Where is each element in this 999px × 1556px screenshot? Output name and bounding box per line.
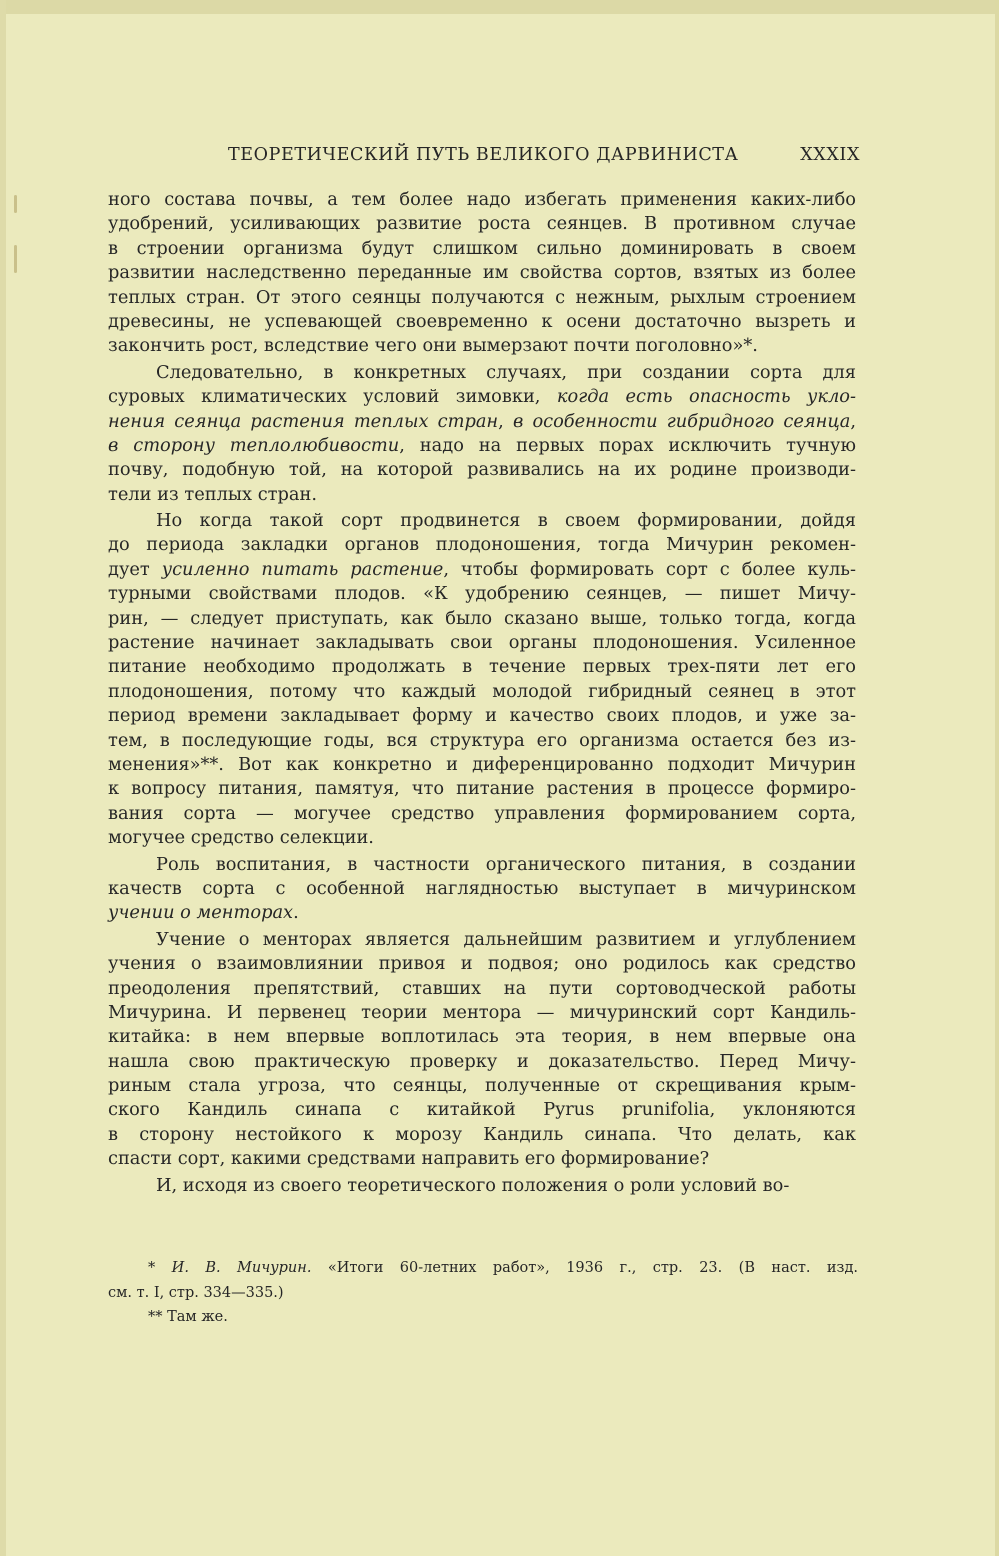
text-segment: преодоления препятствий, ставших на пути сортоводческой работы <box>108 977 856 999</box>
footnote-1-source: «Итоги 60-летних работ», 1936 г., стр. 23. (В наст. изд. <box>311 1260 858 1276</box>
text-line <box>108 1025 856 1049</box>
text-segment: ского Кандиль синапа с китайкой Pyrus prunifolia, уклоняются <box>108 1099 856 1121</box>
text-segment: удобрений, усиливающих развитие роста сеянцев. В противном случае <box>108 213 856 235</box>
text-segment: могучее средство селекции. <box>108 827 374 849</box>
text-line <box>108 509 856 533</box>
text-segment: суровых климатических условий зимовки, <box>108 386 557 408</box>
text-line <box>108 310 856 334</box>
text-line <box>108 434 856 458</box>
text-segment: до периода закладки органов плодоношения, тогда Мичурин рекомен- <box>108 534 856 556</box>
text-segment: , <box>498 410 513 432</box>
text-line <box>108 582 856 606</box>
text-segment: , чтобы формировать сорт с более куль- <box>443 558 856 580</box>
main-text <box>108 188 856 1198</box>
text-segment: теплых стран. От этого сеянцы получаются с нежным, рыхлым строением <box>108 286 856 308</box>
text-segment: спасти сорт, какими средствами направить его формирование? <box>108 1148 710 1170</box>
page-number: XXXIX <box>800 145 860 165</box>
text-segment: учения о взаимовлиянии привоя и подвоя; оно родилось как средство <box>108 953 856 975</box>
text-segment: в строении организма будут слишком сильно доминировать в своем <box>108 237 856 259</box>
running-title: ТЕОРЕТИЧЕСКИЙ ПУТЬ ВЕЛИКОГО ДАРВИНИСТА <box>228 145 739 165</box>
text-line <box>108 853 856 877</box>
text-segment: период времени закладывает форму и качество своих плодов, и уже за- <box>108 705 856 727</box>
text-segment: риным стала угроза, что сеянцы, полученные от скрещивания крым- <box>108 1075 856 1097</box>
italic-segment: в особенности гибридного сеянца <box>512 410 851 432</box>
text-segment: растение начинает закладывать свои органы плодоношения. Усиленное <box>108 632 856 654</box>
text-line <box>108 802 856 826</box>
text-line <box>108 928 856 952</box>
text-line <box>108 655 856 679</box>
text-segment: тем, в последующие годы, вся структура его организма остается без из- <box>108 729 856 751</box>
text-segment: древесины, не успевающей своевременно к осени достаточно вызреть и <box>108 310 856 332</box>
text-segment: развитии наследственно переданные им свойства сортов, взятых из более <box>108 262 856 284</box>
text-line <box>108 729 856 753</box>
footnote-2 <box>108 1305 858 1330</box>
text-segment: закончить рост, вследствие чего они вымерзают почти поголовно»*. <box>108 335 758 357</box>
text-line <box>108 1074 856 1098</box>
text-segment: турными свойствами плодов. «К удобрению сеянцев, — пишет Мичу- <box>108 583 856 605</box>
binding-mark <box>14 245 17 273</box>
footnote-1-continuation: см. т. I, стр. 334—335.) <box>108 1284 284 1301</box>
text-segment: питание необходимо продолжать в течение первых трех-пяти лет его <box>108 656 856 678</box>
text-line <box>108 1174 856 1198</box>
binding-mark <box>14 195 17 213</box>
text-line <box>108 1098 856 1122</box>
text-line <box>108 1001 856 1025</box>
text-segment: , <box>850 410 856 432</box>
text-line <box>108 607 856 631</box>
page-right-edge <box>995 0 999 1556</box>
text-line <box>108 1123 856 1147</box>
footnote-1-mark: * <box>148 1260 156 1276</box>
text-line <box>108 483 856 507</box>
text-line <box>108 952 856 976</box>
text-segment: вания сорта — могучее средство управления формированием сорта, <box>108 802 856 824</box>
text-line <box>108 1050 856 1074</box>
page-left-edge <box>0 0 6 1556</box>
text-segment: менения»**. Вот как конкретно и диференцированно подходит Мичурин <box>108 753 856 775</box>
text-segment: тели из теплых стран. <box>108 483 317 505</box>
text-line <box>108 361 856 385</box>
text-segment: И, исходя из своего теоретического положения о роли условий во- <box>156 1174 790 1196</box>
footnote-1-author: И. В. Мичурин. <box>171 1260 312 1276</box>
footnote-2-text: Там же. <box>162 1309 228 1325</box>
text-segment: , надо на первых порах исключить тучную <box>399 434 857 456</box>
text-segment: Но когда такой сорт продвинется в своем формировании, дойдя <box>156 510 856 532</box>
italic-segment: когда есть опасность укло- <box>556 386 856 408</box>
footnotes <box>108 1256 858 1330</box>
text-segment: . <box>293 902 299 924</box>
text-segment: Следовательно, в конкретных случаях, при создании сорта для <box>156 361 856 383</box>
running-header <box>228 145 860 165</box>
text-line <box>108 631 856 655</box>
text-segment: Мичурина. И первенец теории ментора — мичуринский сорт Кандиль- <box>108 1001 856 1023</box>
text-line <box>108 188 856 212</box>
footnote-1 <box>108 1256 858 1281</box>
italic-segment: в сторону теплолюбивости <box>108 434 400 456</box>
text-line <box>108 212 856 236</box>
text-line <box>108 237 856 261</box>
text-line <box>108 1147 856 1171</box>
text-segment: нашла свою практическую проверку и доказательство. Перед Мичу- <box>108 1050 856 1072</box>
text-line <box>108 777 856 801</box>
text-segment: Учение о менторах является дальнейшим развитием и углублением <box>156 928 856 950</box>
text-line <box>108 286 856 310</box>
text-line <box>108 704 856 728</box>
page-top-edge <box>0 0 999 14</box>
text-line <box>108 680 856 704</box>
text-line <box>108 901 856 925</box>
italic-segment: нения сеянца растения теплых стран <box>108 410 499 432</box>
text-line <box>108 385 856 409</box>
text-segment: почву, подобную той, на которой развивались на их родине производи- <box>108 459 856 481</box>
text-line <box>108 753 856 777</box>
text-segment: Роль воспитания, в частности органического питания, в создании <box>156 853 856 875</box>
text-segment: дует <box>108 558 162 580</box>
italic-segment: учении о менторах <box>108 902 294 924</box>
text-segment: к вопросу питания, памятуя, что питание растения в процессе формиро- <box>108 778 856 800</box>
text-segment: ного состава почвы, а тем более надо избегать применения каких-либо <box>108 189 856 210</box>
text-line <box>108 533 856 557</box>
text-line <box>108 410 856 434</box>
text-line <box>108 877 856 901</box>
footnote-2-mark: ** <box>148 1309 163 1325</box>
text-segment: плодоношения, потому что каждый молодой гибридный сеянец в этот <box>108 680 856 702</box>
text-line <box>108 334 856 358</box>
text-line <box>108 458 856 482</box>
text-segment: в сторону нестойкого к морозу Кандиль синапа. Что делать, как <box>108 1123 856 1145</box>
text-segment: китайка: в нем впервые воплотилась эта теория, в нем впервые она <box>108 1026 856 1048</box>
text-line <box>108 261 856 285</box>
text-segment: качеств сорта с особенной наглядностью выступает в мичуринском <box>108 877 856 899</box>
text-segment: рин, — следует приступать, как было сказано выше, только тогда, когда <box>108 607 856 629</box>
text-line <box>108 558 856 582</box>
text-line <box>108 977 856 1001</box>
text-line <box>108 826 856 850</box>
italic-segment: усиленно питать растение <box>161 558 444 580</box>
